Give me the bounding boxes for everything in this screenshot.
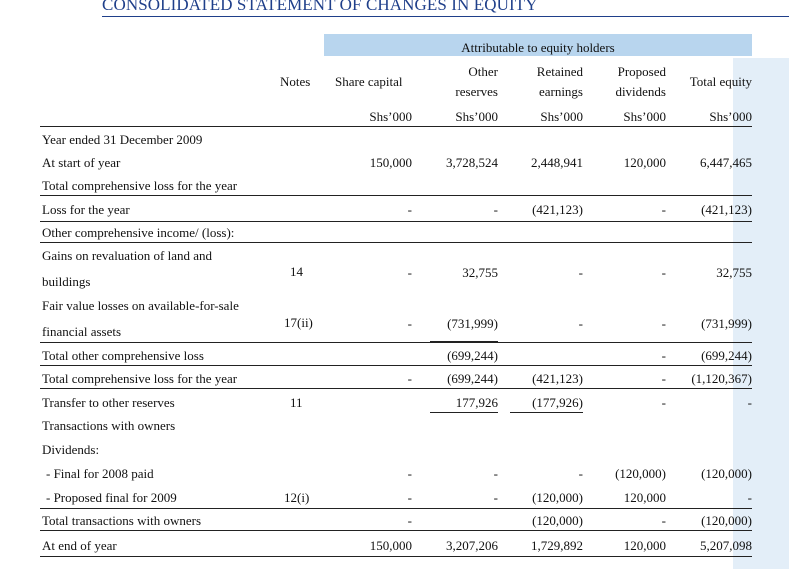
proposed-dividends-header: Proposed bbox=[617, 64, 666, 79]
cell-retained: (177,926) bbox=[532, 395, 583, 410]
cell-total: (731,999) bbox=[701, 316, 752, 331]
cell-share: 150,000 bbox=[369, 538, 412, 553]
row-label: Transactions with owners bbox=[42, 418, 176, 433]
cell-retained: 1,729,892 bbox=[531, 538, 583, 553]
cell-share: - bbox=[407, 202, 412, 217]
subtotal-underline bbox=[430, 341, 498, 342]
share-capital-header: Share capital bbox=[335, 74, 403, 89]
row-label: Transfer to other reserves bbox=[42, 395, 175, 410]
row-label: Year ended 31 December 2009 bbox=[42, 132, 203, 147]
cell-proposed: - bbox=[661, 316, 666, 331]
row-label: Total transactions with owners bbox=[42, 513, 202, 528]
cell-proposed: - bbox=[661, 265, 666, 280]
cell-retained: (421,123) bbox=[532, 371, 583, 386]
cell-proposed: 120,000 bbox=[623, 155, 666, 170]
cell-share: 150,000 bbox=[369, 155, 412, 170]
subtotal-underline bbox=[430, 412, 498, 413]
subtotal-underline bbox=[510, 412, 583, 413]
row-label: Gains on revaluation of land and bbox=[42, 248, 213, 263]
row-label: Loss for the year bbox=[42, 202, 130, 217]
row-divider bbox=[40, 556, 752, 557]
cell-share: - bbox=[407, 513, 412, 528]
row-label: At end of year bbox=[42, 538, 117, 553]
cell-share: - bbox=[407, 316, 412, 331]
cell-share: - bbox=[407, 265, 412, 280]
row-label-cont: buildings bbox=[42, 274, 91, 289]
cell-other: 177,926 bbox=[455, 395, 498, 410]
row-label-cont: financial assets bbox=[42, 324, 122, 339]
retained-earnings-header-2: earnings bbox=[538, 84, 583, 99]
row-label: - Final for 2008 paid bbox=[46, 466, 154, 481]
proposed-dividends-header-2: dividends bbox=[615, 84, 666, 99]
row-label: Total comprehensive loss for the year bbox=[42, 178, 238, 193]
row-divider bbox=[40, 342, 752, 343]
cell-other: - bbox=[493, 466, 498, 481]
cell-proposed: - bbox=[661, 202, 666, 217]
other-reserves-header: Other bbox=[468, 64, 498, 79]
cell-proposed: 120,000 bbox=[623, 490, 666, 505]
total-equity-header: Total equity bbox=[689, 74, 752, 89]
attributable-header: Attributable to equity holders bbox=[461, 40, 615, 55]
unit-retained: Shs’000 bbox=[540, 109, 583, 124]
row-label: Total comprehensive loss for the year bbox=[42, 371, 238, 386]
cell-retained: - bbox=[578, 265, 583, 280]
row-label: - Proposed final for 2009 bbox=[46, 490, 177, 505]
row-label: Total other comprehensive loss bbox=[42, 348, 204, 363]
row-divider bbox=[40, 508, 752, 509]
unit-other: Shs’000 bbox=[455, 109, 498, 124]
cell-total: - bbox=[747, 490, 752, 505]
cell-proposed: - bbox=[661, 513, 666, 528]
cell-proposed: (120,000) bbox=[615, 466, 666, 481]
row-divider bbox=[40, 221, 752, 222]
cell-note: 17(ii) bbox=[284, 315, 313, 330]
row-divider bbox=[40, 242, 752, 243]
row-divider bbox=[40, 195, 752, 196]
cell-retained: 2,448,941 bbox=[531, 155, 583, 170]
cell-share: - bbox=[407, 466, 412, 481]
unit-share: Shs’000 bbox=[369, 109, 412, 124]
cell-note: 12(i) bbox=[284, 490, 310, 505]
row-divider bbox=[40, 365, 752, 366]
row-divider bbox=[40, 388, 752, 389]
row-label: Fair value losses on available-for-sale bbox=[42, 298, 239, 313]
cell-other: (699,244) bbox=[447, 348, 498, 363]
cell-note: 14 bbox=[290, 264, 303, 279]
cell-retained: (120,000) bbox=[532, 513, 583, 528]
cell-other: 3,207,206 bbox=[446, 538, 498, 553]
cell-total: (1,120,367) bbox=[691, 371, 752, 386]
cell-proposed: - bbox=[661, 371, 666, 386]
cell-other: 32,755 bbox=[462, 265, 498, 280]
cell-total: 5,207,098 bbox=[700, 538, 752, 553]
unit-total: Shs’000 bbox=[709, 109, 752, 124]
other-reserves-header-2: reserves bbox=[455, 84, 498, 99]
cell-share: - bbox=[407, 490, 412, 505]
cell-total: - bbox=[747, 395, 752, 410]
cell-total: 6,447,465 bbox=[700, 155, 752, 170]
cell-total: (699,244) bbox=[701, 348, 752, 363]
cell-retained: - bbox=[578, 466, 583, 481]
retained-earnings-header: Retained bbox=[536, 64, 583, 79]
notes-header: Notes bbox=[280, 74, 311, 89]
cell-retained: (421,123) bbox=[532, 202, 583, 217]
cell-total: (120,000) bbox=[701, 466, 752, 481]
cell-total: (421,123) bbox=[701, 202, 752, 217]
row-label: At start of year bbox=[42, 155, 121, 170]
cell-other: (731,999) bbox=[447, 316, 498, 331]
page-title: CONSOLIDATED STATEMENT OF CHANGES IN EQUITY bbox=[102, 0, 789, 17]
cell-note: 11 bbox=[290, 395, 303, 410]
header-divider bbox=[40, 126, 752, 127]
row-label: Other comprehensive income/ (loss): bbox=[42, 225, 235, 240]
row-divider bbox=[40, 530, 752, 531]
cell-proposed: 120,000 bbox=[623, 538, 666, 553]
cell-other: - bbox=[493, 490, 498, 505]
cell-total: 32,755 bbox=[716, 265, 752, 280]
cell-other: (699,244) bbox=[447, 371, 498, 386]
cell-total: (120,000) bbox=[701, 513, 752, 528]
cell-proposed: - bbox=[661, 395, 666, 410]
cell-other: 3,728,524 bbox=[446, 155, 498, 170]
cell-other: - bbox=[493, 202, 498, 217]
cell-share: - bbox=[407, 371, 412, 386]
row-label: Dividends: bbox=[42, 442, 100, 457]
unit-proposed: Shs’000 bbox=[623, 109, 666, 124]
cell-retained: - bbox=[578, 316, 583, 331]
cell-retained: (120,000) bbox=[532, 490, 583, 505]
cell-proposed: - bbox=[661, 348, 666, 363]
